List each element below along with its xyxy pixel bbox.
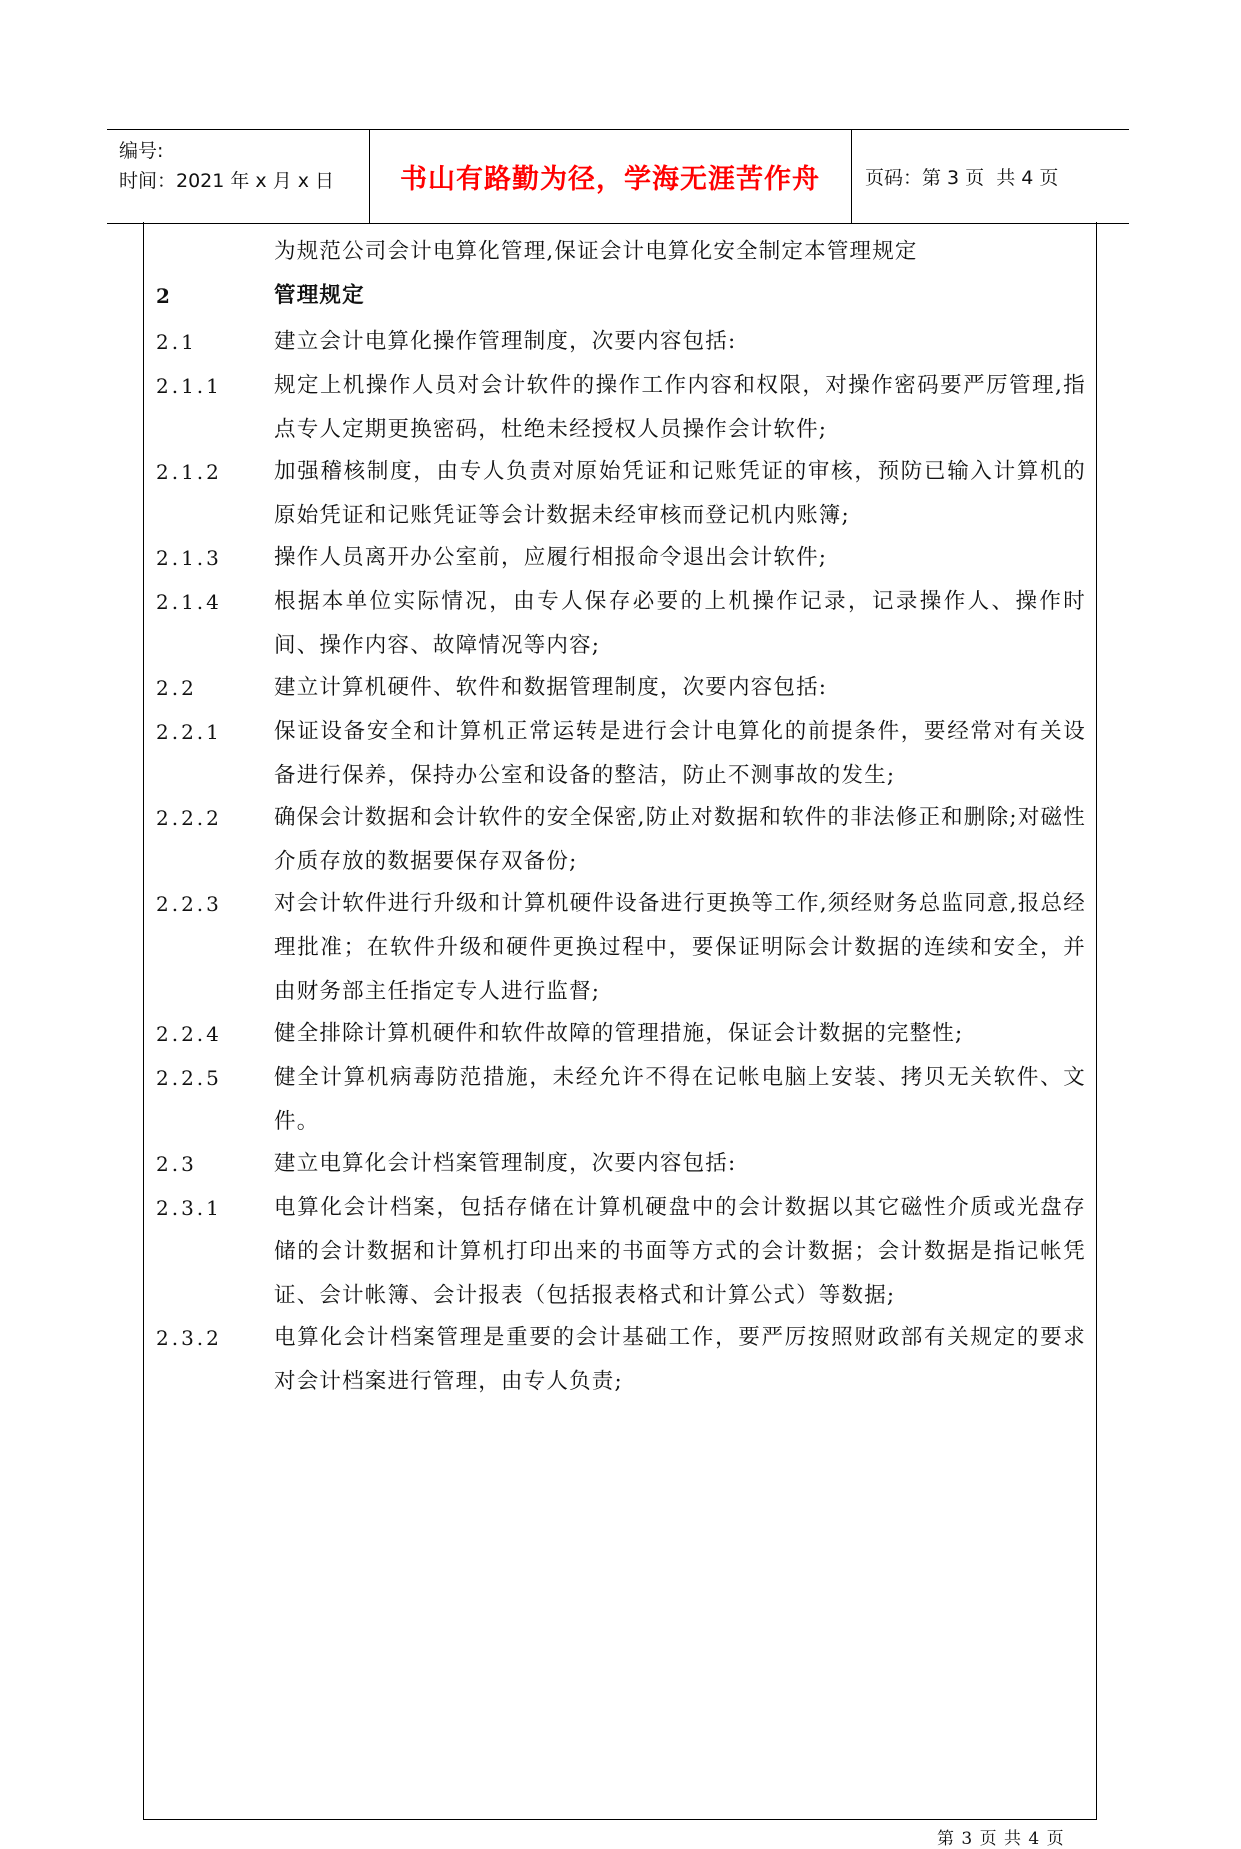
- section-text: 建立电算化会计档案管理制度，次要内容包括:: [274, 1151, 737, 1176]
- section-number: 2.1.4: [156, 590, 222, 614]
- section-text: 操作人员离开办公室前，应履行相报命令退出会计软件;: [274, 545, 828, 570]
- section-number: 2.1.3: [156, 546, 222, 570]
- page-footer: 第 3 页 共 4 页: [937, 1829, 1065, 1849]
- header-divider: [369, 130, 370, 223]
- section-number: 2.2.5: [156, 1066, 222, 1090]
- section-number: 2.3: [156, 1152, 197, 1176]
- section-number: 2.2.2: [156, 806, 222, 830]
- section-text: 电算化会计档案，包括存储在计算机硬盘中的会计数据以其它磁性介质或光盘存储的会计数据和计算机打印出来的书面等方式的会计数据；会计数据是指记帐凭证、会计帐簿、会计报表（包括报表格式和计算公式）等数据;: [274, 1195, 1086, 1308]
- section-number: 2.2.3: [156, 892, 222, 916]
- section-number: 2.3.1: [156, 1196, 222, 1220]
- header-meta: [119, 136, 364, 196]
- section-text: 电算化会计档案管理是重要的会计基础工作，要严厉按照财政部有关规定的要求对会计档案进行管理，由专人负责;: [274, 1325, 1086, 1394]
- section-text: 规定上机操作人员对会计软件的操作工作内容和权限，对操作密码要严厉管理,指点专人定期更换密码，杜绝未经授权人员操作会计软件;: [274, 373, 1086, 442]
- content-frame: 为规范公司会计电算化管理,保证会计电算化安全制定本管理规定 2 管理规定 2.1 建立会计电算化操作管理制度，次要内容包括: 2.1.1 规定上机操作人员对会计软件的操作工作内容和权限，对操作密码要严厉管理,指点专人定期更换密码，杜绝未经授权人员操作会计软件; 2.1.2 加强稽核制度，由专人负责对原始凭证和记账凭证的审核，预防已输入计算机的原始凭证和记账凭证等会计数据未经审核而登记机内账簿; 2.1.3 操作人员离开办公室前，应履行相报命令退出会计软件; 2.1.4 根据本单位实际情况，由专人保存必要的上机操作记录，记录操作人、操作时间、操作内容、故障情况等内容; 2.2 建立计算机硬件、软件和数据管理制度，次要内容包括: 2.2.1 保证设备安全和计算机正常运转是进行会计电算化的前提条件，要经常对有关设备进行保养，保持办公室和设备的整洁，防止不测事故的发生; 2.2.2 确保会计数据和会计软件的安全保密,防止对数据和软件的非法修正和删除;对磁性介质存放的数据要保存双备份; 2.2.3 对会计软件进行升级和计算机硬件设备进行更换等工作,须经财务总监同意,报总经理批准；在软件升级和硬件更换过程中，要保证明际会计数据的连续和安全，并由财务部主任指定专人进行监督; 2.2.4 健全排除计算机硬件和软件故障的管理措施，保证会计数据的完整性; 2.2.5 健全计算机病毒防范措施，未经允许不得在记帐电脑上安装、拷贝无关软件、文件。 2.3 建立电算化会计档案管理制度，次要内容包括: 2.3.1 电算化会计档案，包括存储在计算机硬盘中的会计数据以其它磁性介质或光盘存储的会计数据和计算机打印出来的书面等方式的会计数据；会计数据是指记帐凭证、会计帐簿、会计报表（包括报表格式和计算公式）等数据; 2.3.2 电算化会计档案管理是重要的会计基础工作，要严厉按照财政部有关规定的要求对会计档案进行管理，由专人负责;: [143, 222, 1097, 1820]
- section-number: 2.2.4: [156, 1022, 222, 1046]
- section-number: 2.3.2: [156, 1326, 222, 1350]
- section-text: 确保会计数据和会计软件的安全保密,防止对数据和软件的非法修正和删除;对磁性介质存放的数据要保存双备份;: [274, 805, 1086, 874]
- section-number: 2.1.2: [156, 460, 222, 484]
- section-number: 2.1.1: [156, 374, 222, 398]
- section-text: 健全计算机病毒防范措施，未经允许不得在记帐电脑上安装、拷贝无关软件、文件。: [274, 1065, 1086, 1134]
- section-text: 保证设备安全和计算机正常运转是进行会计电算化的前提条件，要经常对有关设备进行保养，保持办公室和设备的整洁，防止不测事故的发生;: [274, 719, 1086, 788]
- section-number: 2.1: [156, 330, 197, 354]
- section-text: 管理规定: [274, 283, 365, 308]
- section-text: 根据本单位实际情况，由专人保存必要的上机操作记录，记录操作人、操作时间、操作内容、故障情况等内容;: [274, 589, 1086, 658]
- section-text: 健全排除计算机硬件和软件故障的管理措施，保证会计数据的完整性;: [274, 1021, 964, 1046]
- section-number: 2.2.1: [156, 720, 222, 744]
- number-label: 编号:: [119, 140, 164, 162]
- section-text: 加强稽核制度，由专人负责对原始凭证和记账凭证的审核，预防已输入计算机的原始凭证和记账凭证等会计数据未经审核而登记机内账簿;: [274, 459, 1086, 528]
- section-text: 建立计算机硬件、软件和数据管理制度，次要内容包括:: [274, 675, 828, 700]
- header-motto: 书山有路勤为径，学海无涯苦作舟: [400, 164, 820, 195]
- document-header: [107, 129, 1129, 224]
- section-number: 2.2: [156, 676, 197, 700]
- section-text: 建立会计电算化操作管理制度，次要内容包括:: [274, 329, 737, 354]
- header-page-info: 页码：第 3 页 共 4 页: [865, 167, 1059, 189]
- section-number: 2: [156, 284, 170, 308]
- header-divider: [851, 130, 852, 223]
- section-text: 对会计软件进行升级和计算机硬件设备进行更换等工作,须经财务总监同意,报总经理批准；在软件升级和硬件更换过程中，要保证明际会计数据的连续和安全，并由财务部主任指定专人进行监督;: [274, 891, 1086, 1004]
- date-label: 时间：2021 年 x 月 x 日: [119, 170, 335, 192]
